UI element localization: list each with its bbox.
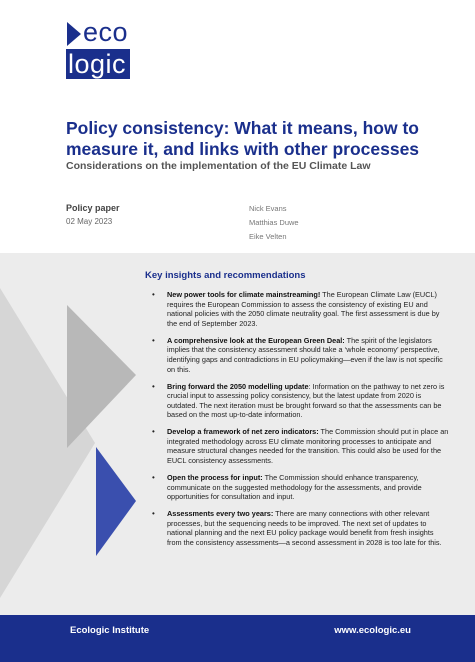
dark-grey-triangle	[67, 305, 136, 448]
insight-lead: A comprehensive look at the European Green Deal:	[167, 335, 345, 345]
insight-text: There are many connections with other relevant processes, but the sequencing needs to be improved. The next set of updates to national planning and the next EU policy package would benefit from fresh insights from the consistency assessments—a second assessment in 2028 is too late for this.	[167, 509, 442, 548]
logo-logic-text: logic	[66, 49, 130, 79]
author-list	[249, 202, 299, 244]
insight-item	[145, 473, 450, 502]
ecologic-logo	[66, 19, 130, 79]
insight-lead: Bring forward the 2050 modelling update	[167, 381, 309, 391]
footer-bar	[0, 615, 475, 662]
document-type: Policy paper	[66, 203, 120, 213]
insight-item	[145, 290, 450, 328]
insight-lead: New power tools for climate mainstreaming!	[167, 290, 321, 299]
insight-item	[145, 382, 450, 420]
logo-eco-text: eco	[83, 17, 129, 47]
blue-triangle	[96, 447, 136, 556]
footer-institute-name: Ecologic Institute	[70, 625, 150, 636]
author-name: Nick Evans	[249, 204, 287, 213]
insights-list	[145, 290, 450, 548]
insight-lead: Assessments every two years:	[167, 509, 274, 519]
insight-text: The Commission should put in place an integrated methodology across EU climate monitoring processes to anticipate and measure structural changes needed for the transition. This could also be used for the EUCL consistency assessments.	[167, 427, 449, 466]
document-title: Policy consistency: What it means, how to measure it, and links with other processes	[66, 118, 420, 159]
insight-lead: Open the process for input:	[167, 473, 263, 483]
key-insights-section	[145, 270, 450, 555]
publication-date: 02 May 2023	[66, 217, 113, 226]
insight-text: The Commission should enhance transparency, communicate on the suggested methodology for the assessments, and provide opportunities for consultation and input.	[167, 473, 422, 502]
insight-item	[145, 509, 450, 547]
insight-lead: Develop a framework of net zero indicators:	[167, 427, 319, 437]
insights-heading: Key insights and recommendations	[145, 270, 306, 281]
logo-top-row	[66, 19, 130, 49]
insight-text: The spirit of the legislators implies that the consistency assessment should take a ‘whole economy’ perspective, identifying gaps and contradictions in EU policymaking—even if the law is not specific on this.	[167, 335, 443, 374]
insight-text: : Information on the pathway to net zero is crucial input to assessing policy consistency, but the latest update from 2020 is outdated. The next iteration must be brought forward so that the assessments can be based on the most up-to-date information.	[167, 381, 445, 420]
author-name: Eike Velten	[249, 232, 287, 241]
insight-item	[145, 427, 450, 465]
author-name: Matthias Duwe	[249, 218, 299, 227]
document-subtitle: Considerations on the implementation of the EU Climate Law	[66, 160, 371, 172]
logo-triangle-icon	[67, 22, 81, 46]
insight-text: The European Climate Law (EUCL) requires the European Commission to assess the consistency of existing EU and national policies with the 2050 climate neutrality goal. The first assessment is due by the end of September 2023.	[167, 290, 440, 328]
insight-item	[145, 336, 450, 374]
footer-website-link[interactable]: www.ecologic.eu	[334, 625, 411, 636]
decorative-triangles	[0, 253, 150, 615]
